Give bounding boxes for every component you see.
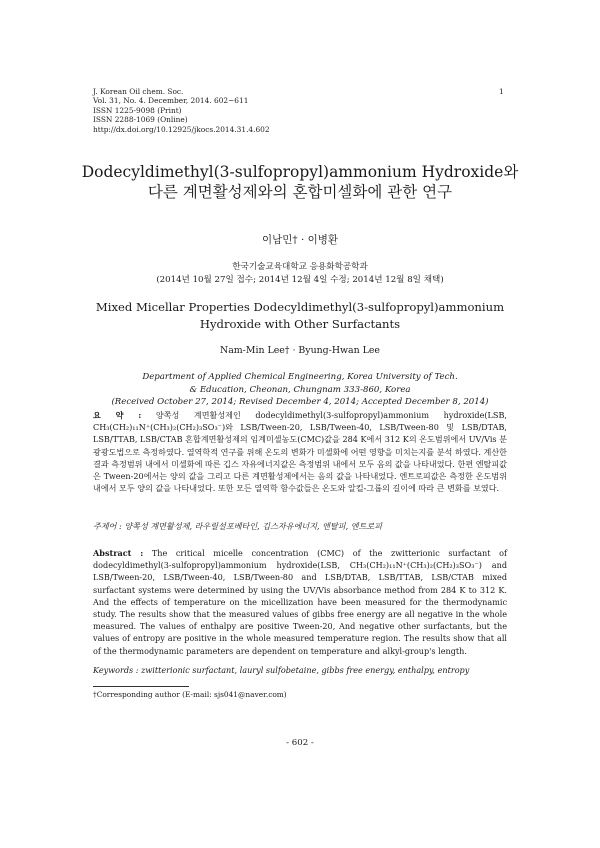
keywords-korean: 주제어 : 양쪽성 계면활성제, 라우릴설포베타인, 깁스자유에너지, 엔탈피, 엔트로피 — [93, 521, 383, 531]
abstract-korean-label: 요 약 : — [93, 410, 142, 420]
affiliation-english — [60, 371, 540, 409]
page-number-bottom: - 602 - — [286, 738, 314, 748]
abstract-english-text: The critical micelle concentration (CMC) of the zwitterionic surfactant of dodecyldimethyl(3-sulfopropyl)ammonium hydroxide(LSB, CH₃(CH₂)₁₁N⁺(CH₃)₂(CH₂)₃SO₃⁻) and LSB/Tween-20, LSB/Tween-40, LSB/Tween-80 and LSB/DTAB, LSB/TTAB, LSB/CTAB mixed surfactant systems were determined by using the UV/Vis absorbance method from 284 K to 312 K. And the effects of temperature on the micellization have been measured for the thermodynamic study. The results show that the measured values of gibbs free energy are all negative in the whole measured. The values of enthalpy are positive Tween-20, And negative other surfactants, but the values of entropy are positive in the whole measured temperature region. The results show that all of the thermodynamic parameters are dependent on temperature and alkyl-group's length. — [93, 548, 508, 656]
received-dates-english: (Received October 27, 2014; Revised December 4, 2014; Accepted December 8, 2014) — [111, 397, 489, 408]
affiliation-english-line2: & Education, Cheonan, Chungnam 333-860, Korea — [189, 384, 411, 395]
title-korean — [60, 162, 540, 202]
doi-link[interactable]: http://dx.doi.org/10.12925/jkocs.2014.31.4.602 — [93, 124, 270, 134]
volume-info: Vol. 31, No. 4. December, 2014. 602~611 — [93, 96, 249, 106]
issn-print: ISSN 1225-9098 (Print) — [93, 105, 182, 115]
corresponding-author-footnote: †Corresponding author (E-mail: sjs041@naver.com) — [93, 690, 287, 699]
page-number-top: 1 — [499, 87, 504, 96]
journal-name: J. Korean Oil chem. Soc. — [93, 87, 184, 96]
title-korean-line1: Dodecyldimethyl(3-sulfopropyl)ammonium Hydroxide와 — [81, 163, 519, 181]
title-english — [60, 299, 540, 333]
title-korean-line2: 다른 계면활성제와의 혼합미셀화에 관한 연구 — [147, 183, 453, 201]
abstract-korean — [93, 409, 507, 494]
abstract-english-label: Abstract : — [93, 548, 144, 558]
abstract-english — [93, 547, 507, 657]
issn-online: ISSN 2288-1069 (Online) — [93, 115, 188, 125]
authors-korean: 이남민† · 이병환 — [261, 234, 339, 246]
title-english-line1: Mixed Micellar Properties Dodecyldimethyl(3-sulfopropyl)ammonium — [95, 300, 505, 314]
received-dates-korean: (2014년 10월 27일 접수; 2014년 12월 4일 수정; 2014년 12월 8일 채택) — [156, 275, 444, 285]
authors-english: Nam-Min Lee† · Byung-Hwan Lee — [220, 345, 380, 356]
keywords-english: Keywords : zwitterionic surfactant, lauryl sulfobetaine, gibbs free energy, enthalpy, entropy — [93, 665, 470, 675]
abstract-korean-text: 양쪽성 계면활성제인 dodecyldimethyl(3-sulfopropyl)ammonium hydroxide(LSB, CH₃(CH₂)₁₁N⁺(CH₃)₂(CH₂)₃SO₃⁻)와 LSB/Tween-20, LSB/Tween-40, LSB/Tween-80 및 LSB/DTAB, LSB/TTAB, LSB/CTAB 혼합계면활성제의 임계미셀농도(CMC)값을 284 K에서 312 K의 온도범위에서 UV/Vis 분광광도법으로 측정하였다. 열역학적 연구를 위해 온도의 변화가 미셀화에 어떤 영향을 미치는지를 분석 하였다. 계산한 결과 측정범위 내에서 미셀화에 따른 깁스 자유에너지값은 측정범위 내에서 모두 음의 값을 나타내었다. 한편 엔탈피값은 Tween-20에서는 양의 값을 그리고 다른 계면활성제에서는 음의 값을 나타내었다. 엔트로피값은 측정한 온도범위 내에서 모두 양의 값을 나타내었다. 또한 모든 열역학 함수값들은 온도와 알킬-그룹의 길이에 따라 큰 변화를 보였다. — [93, 410, 507, 494]
footnote-divider — [93, 686, 189, 687]
title-english-line2: Hydroxide with Other Surfactants — [199, 317, 401, 331]
affiliation-english-line1: Department of Applied Chemical Engineering, Korea University of Tech. — [142, 372, 458, 382]
journal-header — [93, 87, 270, 134]
affiliation-korean — [60, 261, 540, 287]
affiliation-korean-line1: 한국기술교육대학교 응용화학공학과 — [232, 262, 368, 272]
